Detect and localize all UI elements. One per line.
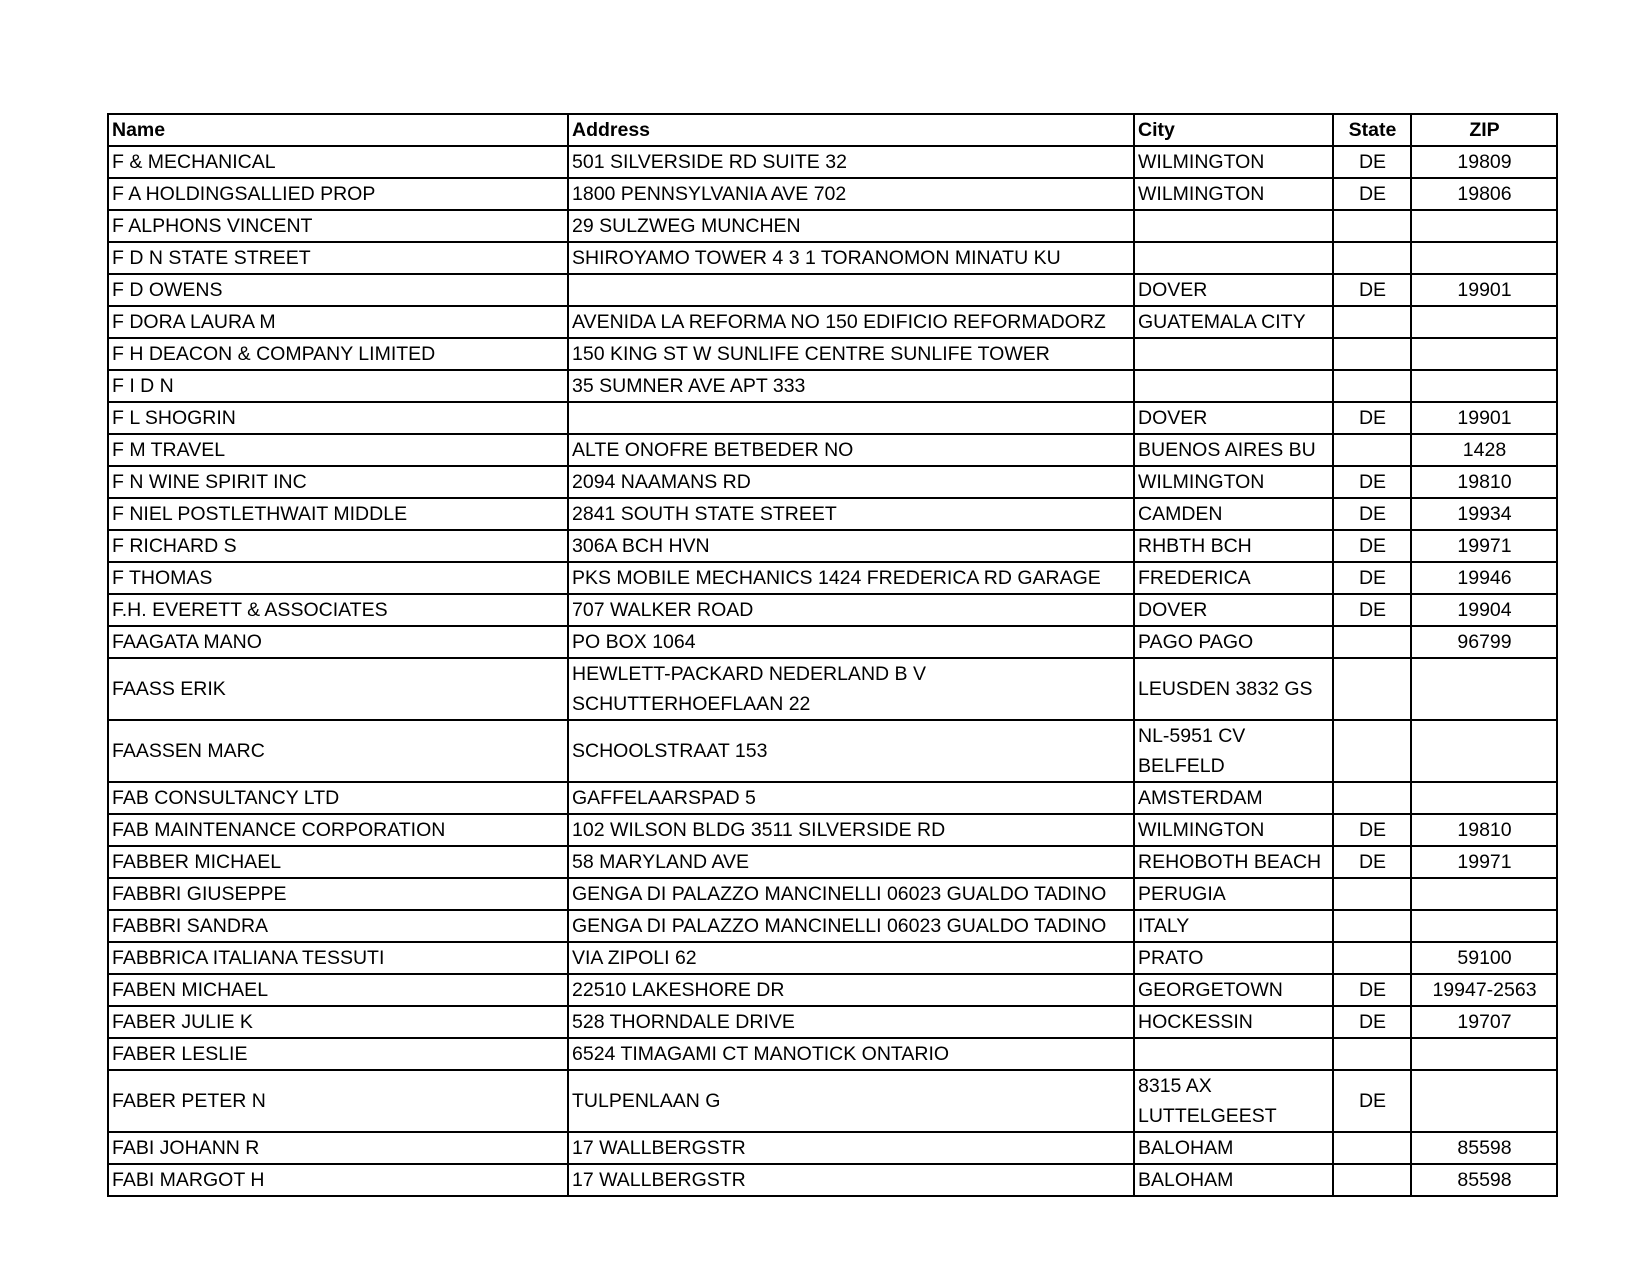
cell-name: FABER LESLIE [108, 1038, 568, 1070]
cell-city: NL-5951 CV BELFELD [1134, 720, 1333, 782]
cell-zip: 19946 [1411, 562, 1557, 594]
cell-city: BALOHAM [1134, 1132, 1333, 1164]
table-row [108, 878, 1557, 910]
cell-city [1134, 242, 1333, 274]
cell-city: REHOBOTH BEACH [1134, 846, 1333, 878]
cell-state [1333, 942, 1411, 974]
cell-address: 22510 LAKESHORE DR [568, 974, 1134, 1006]
cell-zip [1411, 910, 1557, 942]
cell-state: DE [1333, 814, 1411, 846]
cell-name: F A HOLDINGSALLIED PROP [108, 178, 568, 210]
cell-city: HOCKESSIN [1134, 1006, 1333, 1038]
table-row [108, 274, 1557, 306]
cell-city: BUENOS AIRES BU [1134, 434, 1333, 466]
cell-state: DE [1333, 274, 1411, 306]
cell-state [1333, 720, 1411, 782]
header-name: Name [108, 114, 568, 146]
cell-zip [1411, 878, 1557, 910]
cell-address: TULPENLAAN G [568, 1070, 1134, 1132]
cell-address: 1800 PENNSYLVANIA AVE 702 [568, 178, 1134, 210]
cell-name: F N WINE SPIRIT INC [108, 466, 568, 498]
cell-city [1134, 370, 1333, 402]
cell-name: FAB MAINTENANCE CORPORATION [108, 814, 568, 846]
cell-address: AVENIDA LA REFORMA NO 150 EDIFICIO REFORMADORZ [568, 306, 1134, 338]
cell-zip: 19901 [1411, 274, 1557, 306]
cell-state [1333, 306, 1411, 338]
header-address: Address [568, 114, 1134, 146]
cell-address [568, 274, 1134, 306]
cell-city: BALOHAM [1134, 1164, 1333, 1196]
cell-address: 150 KING ST W SUNLIFE CENTRE SUNLIFE TOWER [568, 338, 1134, 370]
cell-zip: 19947-2563 [1411, 974, 1557, 1006]
table-row [108, 1164, 1557, 1196]
cell-state: DE [1333, 178, 1411, 210]
cell-address: GAFFELAARSPAD 5 [568, 782, 1134, 814]
header-row [108, 114, 1557, 146]
cell-name: FABI MARGOT H [108, 1164, 568, 1196]
table-row [108, 530, 1557, 562]
cell-name: F RICHARD S [108, 530, 568, 562]
cell-state [1333, 658, 1411, 720]
cell-state: DE [1333, 466, 1411, 498]
cell-city: FREDERICA [1134, 562, 1333, 594]
table-row [108, 562, 1557, 594]
cell-state: DE [1333, 562, 1411, 594]
table-row [108, 658, 1557, 720]
cell-name: F I D N [108, 370, 568, 402]
cell-state [1333, 878, 1411, 910]
cell-address: SHIROYAMO TOWER 4 3 1 TORANOMON MINATU KU [568, 242, 1134, 274]
table-row [108, 974, 1557, 1006]
cell-zip: 19809 [1411, 146, 1557, 178]
cell-zip: 96799 [1411, 626, 1557, 658]
table-row [108, 210, 1557, 242]
cell-address: 306A BCH HVN [568, 530, 1134, 562]
header-city: City [1134, 114, 1333, 146]
cell-name: F H DEACON & COMPANY LIMITED [108, 338, 568, 370]
cell-zip [1411, 210, 1557, 242]
table-row [108, 1132, 1557, 1164]
cell-zip: 19707 [1411, 1006, 1557, 1038]
cell-zip [1411, 338, 1557, 370]
cell-name: FABI JOHANN R [108, 1132, 568, 1164]
table-row [108, 942, 1557, 974]
cell-zip: 1428 [1411, 434, 1557, 466]
cell-address: 29 SULZWEG MUNCHEN [568, 210, 1134, 242]
cell-zip [1411, 306, 1557, 338]
table-row [108, 720, 1557, 782]
table-row [108, 402, 1557, 434]
cell-zip: 19971 [1411, 530, 1557, 562]
cell-state [1333, 1038, 1411, 1070]
table-row [108, 626, 1557, 658]
cell-name: F D N STATE STREET [108, 242, 568, 274]
cell-city: PAGO PAGO [1134, 626, 1333, 658]
table-row [108, 338, 1557, 370]
cell-name: FABER JULIE K [108, 1006, 568, 1038]
table-row [108, 498, 1557, 530]
cell-city: WILMINGTON [1134, 814, 1333, 846]
table-row [108, 594, 1557, 626]
cell-address: 17 WALLBERGSTR [568, 1132, 1134, 1164]
cell-address: 2094 NAAMANS RD [568, 466, 1134, 498]
cell-name: F.H. EVERETT & ASSOCIATES [108, 594, 568, 626]
cell-zip [1411, 658, 1557, 720]
cell-state: DE [1333, 594, 1411, 626]
cell-zip: 19810 [1411, 814, 1557, 846]
cell-name: FAB CONSULTANCY LTD [108, 782, 568, 814]
cell-address: 17 WALLBERGSTR [568, 1164, 1134, 1196]
cell-name: FABBRICA ITALIANA TESSUTI [108, 942, 568, 974]
cell-city: DOVER [1134, 594, 1333, 626]
cell-zip: 19806 [1411, 178, 1557, 210]
cell-name: FABEN MICHAEL [108, 974, 568, 1006]
cell-state [1333, 370, 1411, 402]
cell-zip: 85598 [1411, 1164, 1557, 1196]
cell-city: DOVER [1134, 274, 1333, 306]
cell-zip: 19971 [1411, 846, 1557, 878]
cell-city: CAMDEN [1134, 498, 1333, 530]
cell-name: FABER PETER N [108, 1070, 568, 1132]
cell-name: FAASSEN MARC [108, 720, 568, 782]
cell-state: DE [1333, 1006, 1411, 1038]
cell-zip: 19904 [1411, 594, 1557, 626]
cell-city: RHBTH BCH [1134, 530, 1333, 562]
cell-name: FABBRI SANDRA [108, 910, 568, 942]
cell-address: PKS MOBILE MECHANICS 1424 FREDERICA RD GARAGE [568, 562, 1134, 594]
table-row [108, 1006, 1557, 1038]
cell-name: FAAGATA MANO [108, 626, 568, 658]
cell-city: AMSTERDAM [1134, 782, 1333, 814]
cell-state [1333, 1164, 1411, 1196]
cell-address: 58 MARYLAND AVE [568, 846, 1134, 878]
cell-name: FABBRI GIUSEPPE [108, 878, 568, 910]
table-row [108, 242, 1557, 274]
cell-state [1333, 210, 1411, 242]
cell-address: 707 WALKER ROAD [568, 594, 1134, 626]
cell-city: WILMINGTON [1134, 178, 1333, 210]
cell-address: 102 WILSON BLDG 3511 SILVERSIDE RD [568, 814, 1134, 846]
table-row [108, 910, 1557, 942]
cell-zip [1411, 782, 1557, 814]
header-zip: ZIP [1411, 114, 1557, 146]
table-row [108, 1038, 1557, 1070]
cell-city: GEORGETOWN [1134, 974, 1333, 1006]
cell-zip [1411, 242, 1557, 274]
cell-address: GENGA DI PALAZZO MANCINELLI 06023 GUALDO TADINO [568, 878, 1134, 910]
cell-city: LEUSDEN 3832 GS [1134, 658, 1333, 720]
cell-zip: 85598 [1411, 1132, 1557, 1164]
cell-city: ITALY [1134, 910, 1333, 942]
cell-zip [1411, 720, 1557, 782]
cell-name: F ALPHONS VINCENT [108, 210, 568, 242]
table-row [108, 434, 1557, 466]
cell-zip: 19901 [1411, 402, 1557, 434]
cell-state [1333, 242, 1411, 274]
cell-state [1333, 910, 1411, 942]
cell-name: F D OWENS [108, 274, 568, 306]
cell-address: 6524 TIMAGAMI CT MANOTICK ONTARIO [568, 1038, 1134, 1070]
cell-address: 501 SILVERSIDE RD SUITE 32 [568, 146, 1134, 178]
cell-state: DE [1333, 146, 1411, 178]
cell-address [568, 402, 1134, 434]
cell-name: F L SHOGRIN [108, 402, 568, 434]
table-row [108, 1070, 1557, 1132]
cell-state: DE [1333, 498, 1411, 530]
cell-name: F NIEL POSTLETHWAIT MIDDLE [108, 498, 568, 530]
cell-city: WILMINGTON [1134, 466, 1333, 498]
cell-address: SCHOOLSTRAAT 153 [568, 720, 1134, 782]
cell-city [1134, 210, 1333, 242]
cell-state [1333, 626, 1411, 658]
cell-zip [1411, 370, 1557, 402]
cell-name: F DORA LAURA M [108, 306, 568, 338]
cell-state: DE [1333, 974, 1411, 1006]
cell-name: FAASS ERIK [108, 658, 568, 720]
cell-city: PERUGIA [1134, 878, 1333, 910]
cell-city: DOVER [1134, 402, 1333, 434]
cell-address: HEWLETT-PACKARD NEDERLAND B V SCHUTTERHOEFLAAN 22 [568, 658, 1134, 720]
cell-address: 2841 SOUTH STATE STREET [568, 498, 1134, 530]
cell-name: FABBER MICHAEL [108, 846, 568, 878]
cell-zip: 19934 [1411, 498, 1557, 530]
cell-state: DE [1333, 402, 1411, 434]
table-row [108, 370, 1557, 402]
table-row [108, 306, 1557, 338]
cell-zip [1411, 1038, 1557, 1070]
cell-state [1333, 434, 1411, 466]
cell-state: DE [1333, 1070, 1411, 1132]
cell-address: GENGA DI PALAZZO MANCINELLI 06023 GUALDO TADINO [568, 910, 1134, 942]
table-row [108, 814, 1557, 846]
table-body [108, 146, 1557, 1196]
table-row [108, 846, 1557, 878]
table-row [108, 466, 1557, 498]
cell-city: PRATO [1134, 942, 1333, 974]
cell-address: 35 SUMNER AVE APT 333 [568, 370, 1134, 402]
cell-zip [1411, 1070, 1557, 1132]
cell-address: ALTE ONOFRE BETBEDER NO [568, 434, 1134, 466]
cell-state: DE [1333, 846, 1411, 878]
cell-city: GUATEMALA CITY [1134, 306, 1333, 338]
cell-name: F THOMAS [108, 562, 568, 594]
cell-zip: 59100 [1411, 942, 1557, 974]
cell-state [1333, 338, 1411, 370]
cell-state [1333, 782, 1411, 814]
cell-address: 528 THORNDALE DRIVE [568, 1006, 1134, 1038]
table-row [108, 178, 1557, 210]
cell-zip: 19810 [1411, 466, 1557, 498]
cell-state [1333, 1132, 1411, 1164]
table-row [108, 146, 1557, 178]
cell-address: VIA ZIPOLI 62 [568, 942, 1134, 974]
cell-name: F M TRAVEL [108, 434, 568, 466]
cell-address: PO BOX 1064 [568, 626, 1134, 658]
cell-city: 8315 AX LUTTELGEEST [1134, 1070, 1333, 1132]
cell-city [1134, 1038, 1333, 1070]
table-row [108, 782, 1557, 814]
address-table [107, 113, 1558, 1197]
cell-state: DE [1333, 530, 1411, 562]
cell-city: WILMINGTON [1134, 146, 1333, 178]
cell-city [1134, 338, 1333, 370]
header-state: State [1333, 114, 1411, 146]
cell-name: F & MECHANICAL [108, 146, 568, 178]
